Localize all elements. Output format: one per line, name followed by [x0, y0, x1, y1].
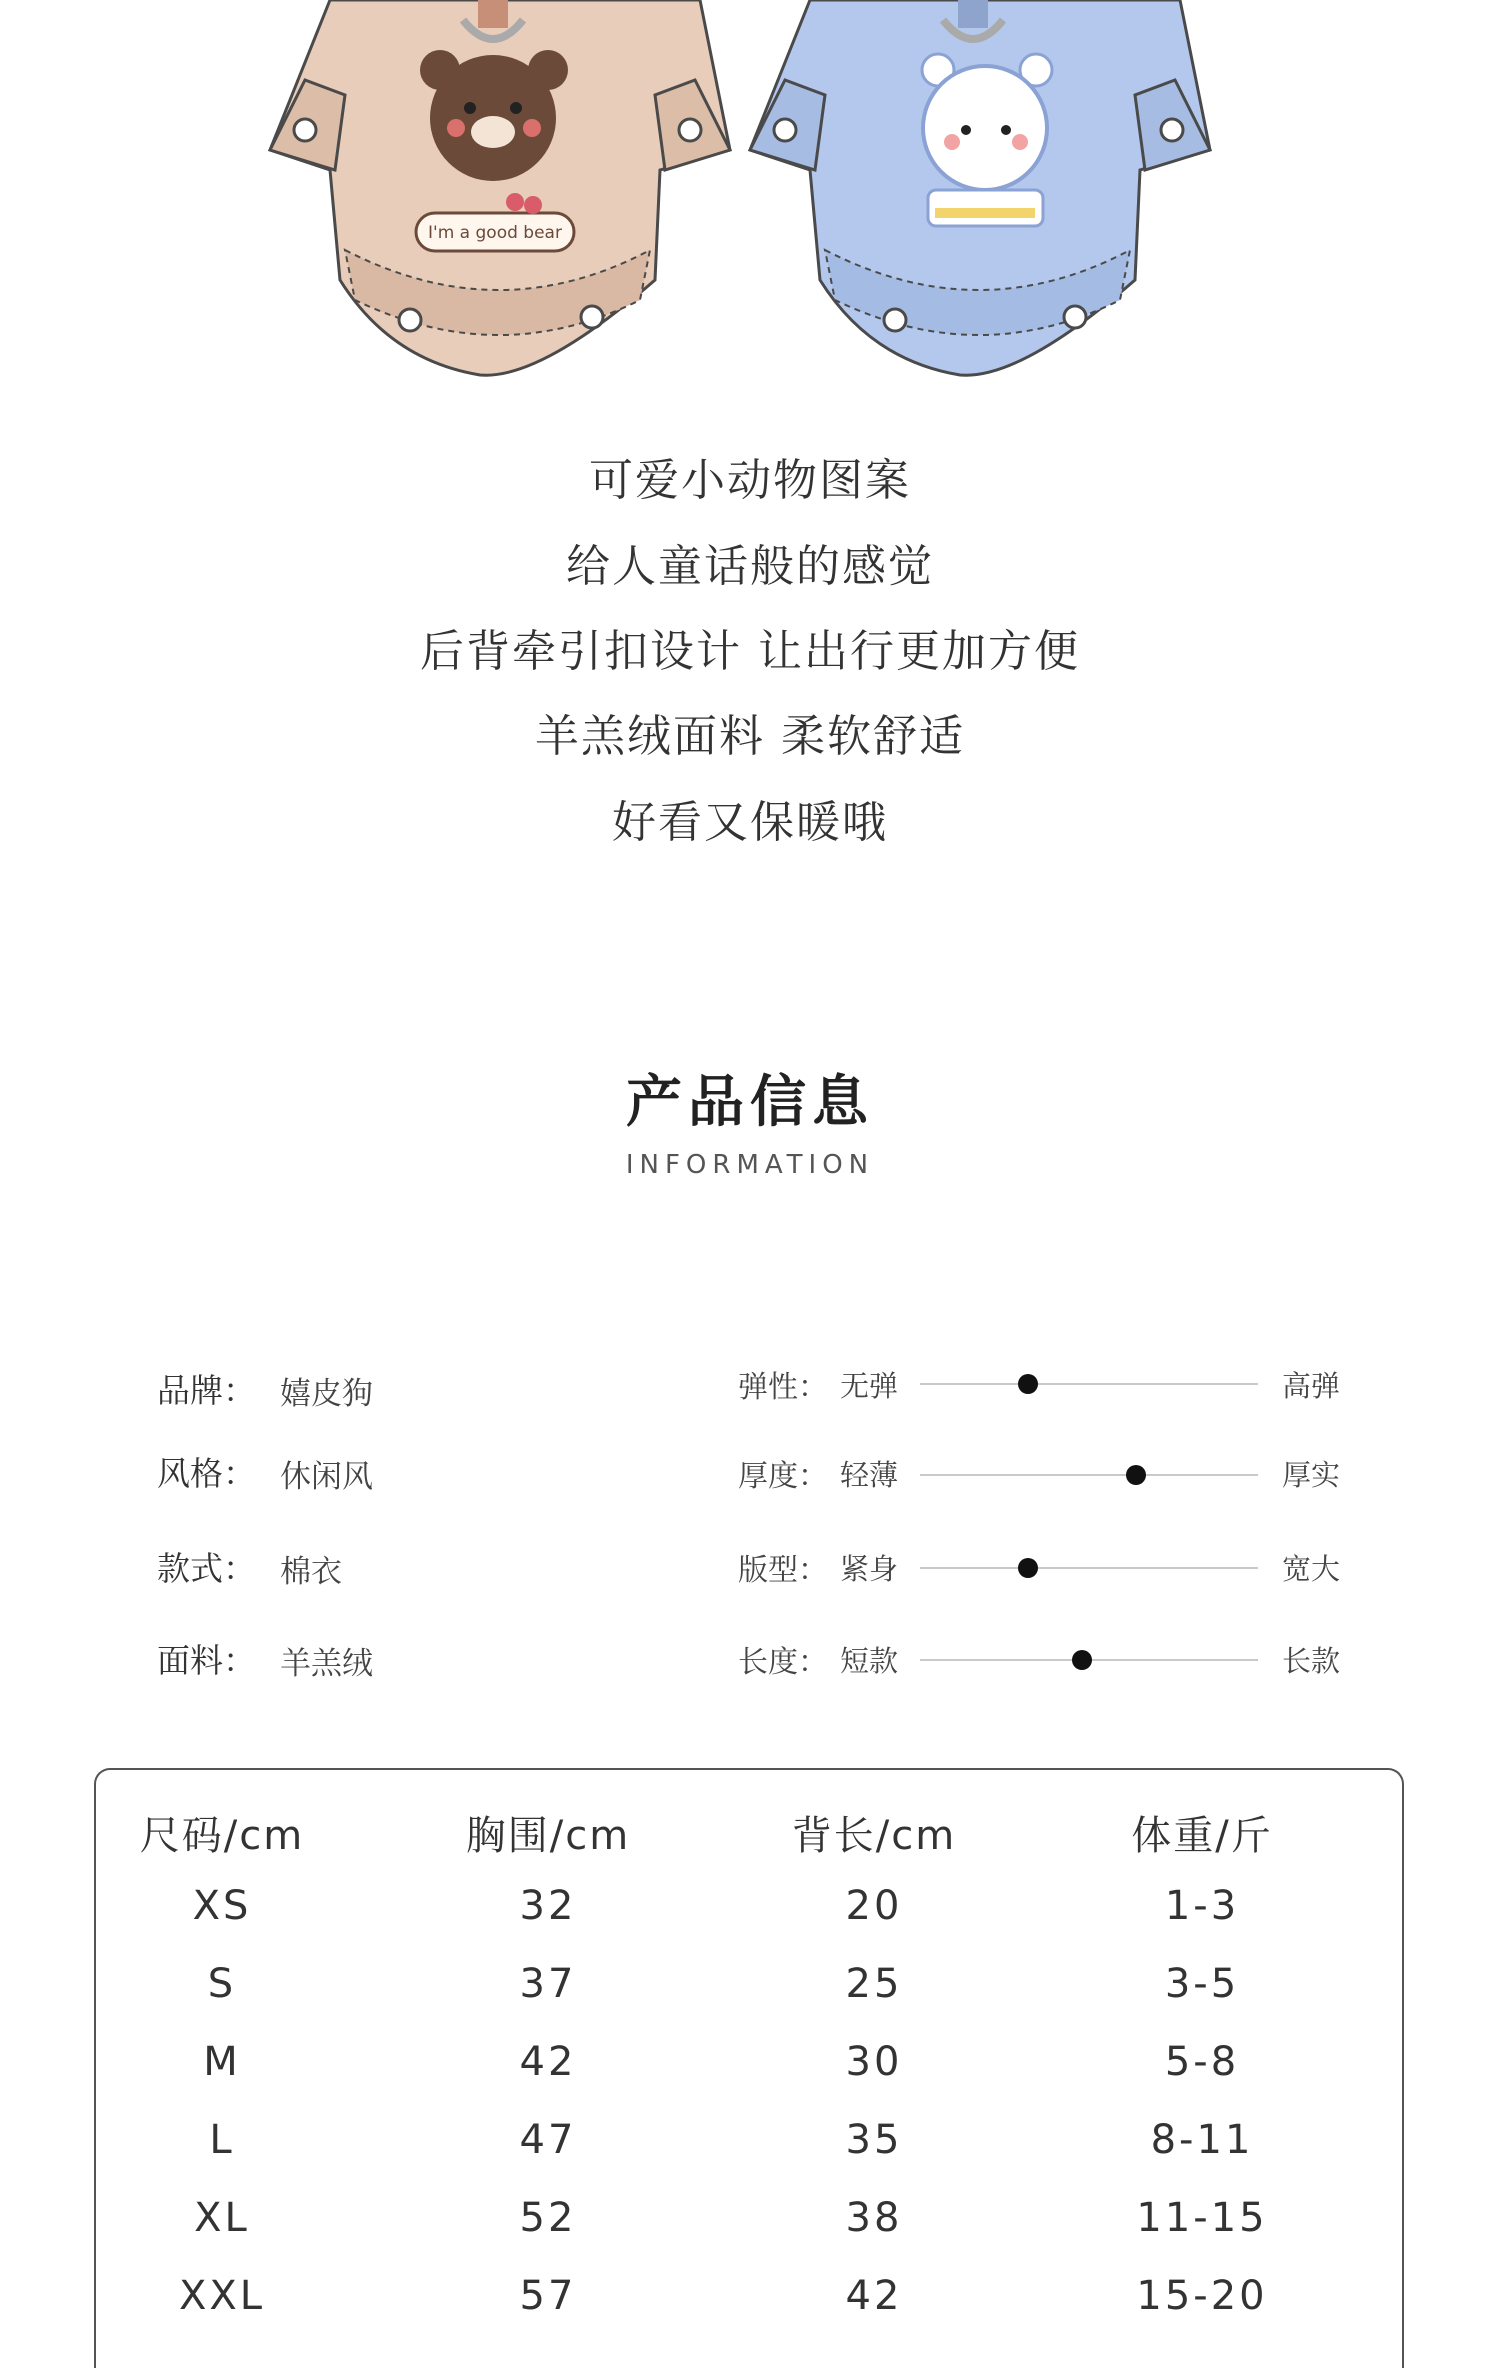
size-table — [94, 1768, 1404, 2368]
section-subtitle: INFORMATION — [625, 1150, 875, 1180]
table-cell: L — [209, 2117, 235, 2163]
table-cell: 35 — [845, 2117, 903, 2163]
table-cell: 25 — [845, 1961, 903, 2007]
table-header-chest: 胸围/cm — [465, 1813, 631, 1859]
scale-track — [920, 1567, 1258, 1569]
attr-style-value: 休闲风 — [280, 1459, 373, 1495]
table-cell: S — [207, 1961, 237, 2007]
attr-fabric-value: 羊羔绒 — [280, 1646, 373, 1682]
table-cell: 37 — [519, 1961, 577, 2007]
scale-track — [920, 1383, 1258, 1385]
scale-left-label: 短款 — [840, 1644, 899, 1678]
table-cell: 11-15 — [1136, 2195, 1268, 2241]
scale-marker — [1072, 1650, 1092, 1670]
scale-name: 长度： — [738, 1645, 828, 1680]
table-cell: 32 — [519, 1883, 577, 1929]
attr-brand-label: 品牌： — [157, 1371, 256, 1410]
table-cell: 47 — [519, 2117, 577, 2163]
section-title: 产品信息 — [626, 1070, 874, 1135]
table-cell: 42 — [845, 2273, 903, 2319]
table-cell: 30 — [845, 2039, 903, 2085]
table-header-weight: 体重/斤 — [1131, 1813, 1273, 1859]
table-cell: 8-11 — [1150, 2117, 1254, 2163]
scale-left-label: 紧身 — [840, 1552, 899, 1586]
scale-track — [920, 1474, 1258, 1476]
blue-bunny-shirt — [750, 0, 1210, 375]
scale-name: 弹性： — [738, 1370, 828, 1405]
tagline-2: 给人童话般的感觉 — [566, 541, 934, 592]
scale-left-label: 无弹 — [840, 1369, 899, 1403]
scale-name: 版型： — [738, 1553, 828, 1588]
table-cell: 20 — [845, 1883, 903, 1929]
attr-style-label: 风格： — [157, 1454, 256, 1493]
tagline-3: 后背牵引扣设计 让出行更加方便 — [420, 626, 1080, 677]
table-header-back: 背长/cm — [791, 1813, 957, 1859]
pet-shirts-illustration — [0, 0, 1500, 380]
table-header-size: 尺码/cm — [139, 1813, 305, 1859]
tagline-1: 可爱小动物图案 — [589, 455, 911, 506]
scale-marker — [1018, 1558, 1038, 1578]
tan-bear-shirt — [270, 0, 730, 375]
table-cell: 57 — [519, 2273, 577, 2319]
table-cell: 1-3 — [1164, 1883, 1240, 1929]
scale-marker — [1018, 1374, 1038, 1394]
table-cell: 42 — [519, 2039, 577, 2085]
scale-left-label: 轻薄 — [840, 1458, 899, 1492]
attr-brand-value: 嬉皮狗 — [280, 1376, 373, 1412]
scale-right-label: 厚实 — [1282, 1458, 1341, 1492]
tagline-5: 好看又保暖哦 — [612, 797, 888, 848]
attr-fabric-label: 面料： — [157, 1641, 256, 1680]
scale-name: 厚度： — [738, 1459, 828, 1494]
table-cell: 3-5 — [1164, 1961, 1240, 2007]
scale-right-label: 高弹 — [1282, 1369, 1341, 1403]
table-cell: XXL — [178, 2273, 266, 2319]
bear-badge-text: I'm a good bear — [428, 223, 562, 243]
scale-marker — [1126, 1465, 1146, 1485]
hero-illustration — [0, 0, 1500, 380]
table-cell: XL — [194, 2195, 250, 2241]
tagline-4: 羊羔绒面料 柔软舒适 — [535, 711, 965, 762]
table-cell: 38 — [845, 2195, 903, 2241]
table-cell: M — [203, 2039, 241, 2085]
table-cell: 15-20 — [1136, 2273, 1268, 2319]
attr-type-value: 棉衣 — [280, 1554, 342, 1590]
table-cell: XS — [192, 1883, 252, 1929]
scale-right-label: 长款 — [1282, 1644, 1341, 1678]
attr-type-label: 款式： — [157, 1549, 256, 1588]
table-cell: 5-8 — [1164, 2039, 1240, 2085]
table-cell: 52 — [519, 2195, 577, 2241]
scale-right-label: 宽大 — [1282, 1552, 1341, 1586]
